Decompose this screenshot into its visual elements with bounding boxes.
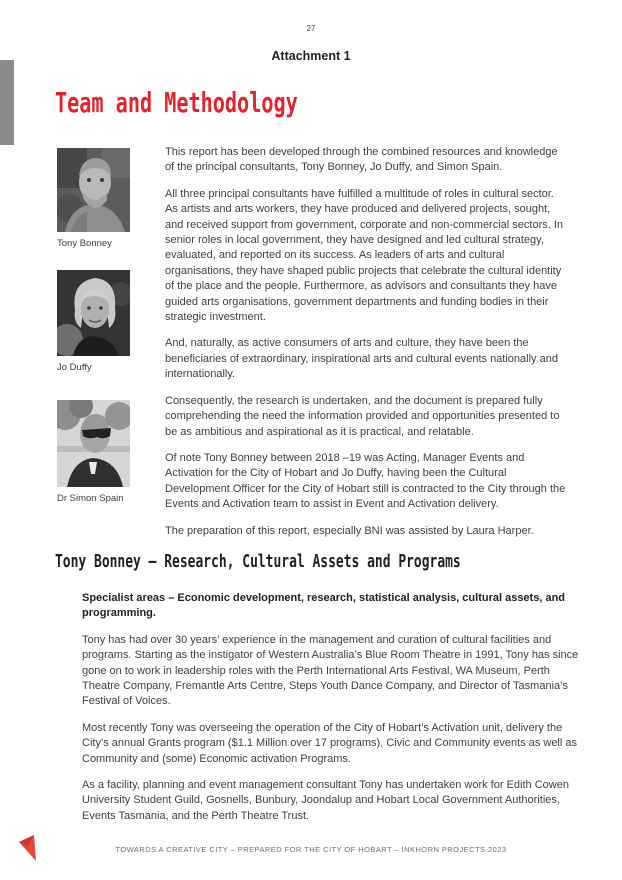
page-title-text: Team and Methodology [55,86,298,119]
section-paragraph: Tony has had over 30 years’ experience in the management and curation of cultural facilities and programs. Starting as the instigator of Western Australia’s Blue Room Theatre in 1991, Tony has since gone on to work in leadership roles with the Perth International Arts Festival, WA Museum, Perth Theatre Company, Fremantle Arts Centre, Steps Youth Dance Company, and Director of Tasmania’s Festival of Voices. [82,633,579,708]
simon-spain-figure [57,400,130,504]
jo-duffy-figure [57,270,130,373]
simon-spain-photo [57,400,130,487]
intro-paragraph: All three principal consultants have fulfilled a multitude of roles in cultural sector. As artists and arts workers, they have produced and delivered projects, sought, and received support from government, corporate and non-commercial sectors. In senior roles in local government, they have designed and led cultural strategy, evaluated, and reported on its success. As leaders of arts and cultural organisations, they have shaped public projects that celebrate the cultural identity of the place and the people. Furthermore, as advisors and consultants they have guided arts organisations, government departments and funding bodies in their strategic investment. [165,187,564,324]
jo-duffy-caption: Jo Duffy [57,362,92,373]
intro-paragraph: Of note Tony Bonney between 2018 –19 was Acting, Manager Events and Activation for the City of Hobart and Jo Duffy, having been the Cultural Development Officer for the City of Hobart still is contracted to the City through the Events and Activation team to assist in Event and Activation delivery. [165,451,566,511]
tony-bonney-caption: Tony Bonney [57,238,112,249]
section-heading-text: Tony Bonney — Research, Cultural Assets and Programs [55,551,461,572]
intro-paragraph: The preparation of this report, especially BNI was assisted by Laura Harper. [165,524,534,537]
section-heading [55,551,619,572]
page-footer: TOWARDS A CREATIVE CITY – PREPARED FOR THE CITY OF HOBART – INKHORN PROJECTS 2023 [115,845,507,854]
intro-paragraph: And, naturally, as active consumers of arts and culture, they have been the beneficiaries of extraordinary, inspirational arts and cultural events nationally and internationally. [165,337,558,381]
intro-paragraph: Consequently, the research is undertaken, and the document is prepared fully comprehending the need the information provided and opportunities presented to be as ambitious and aspirational as it is practical, and relatable. [165,394,560,438]
simon-spain-caption: Dr Simon Spain [57,493,124,504]
page-title [55,86,392,119]
section-paragraph: As a facility, planning and event management consultant Tony has undertaken work for Edith Cowen University Student Guild, Gosnells, Bunbury, Joondalup and Hobart Local Government Authorities, Events Tasmania, and the Perth Theatre Trust. [82,779,569,822]
page-number: 27 [306,24,316,33]
tony-bonney-figure [57,148,130,249]
intro-paragraph: This report has been developed through the combined resources and knowledge of the principal consultants, Tony Bonney, Jo Duffy, and Simon Spain. [165,146,558,174]
tony-bonney-photo [57,148,130,232]
attachment-label: Attachment 1 [271,49,351,63]
intro-text-column [165,145,568,550]
specialist-areas: Specialist areas – Economic development, research, statistical analysis, cultural assets, and programming. [82,592,566,620]
jo-duffy-photo [57,270,130,356]
section-paragraph: Most recently Tony was overseeing the operation of the City of Hobart’s Activation unit, delivery the City’s annual Grants program ($1.1 Million over 17 programs), Civic and Community events as well as Community and (some) Economic activation Programs. [82,721,577,765]
section-body [82,591,588,835]
page-edge-tab [0,60,14,145]
